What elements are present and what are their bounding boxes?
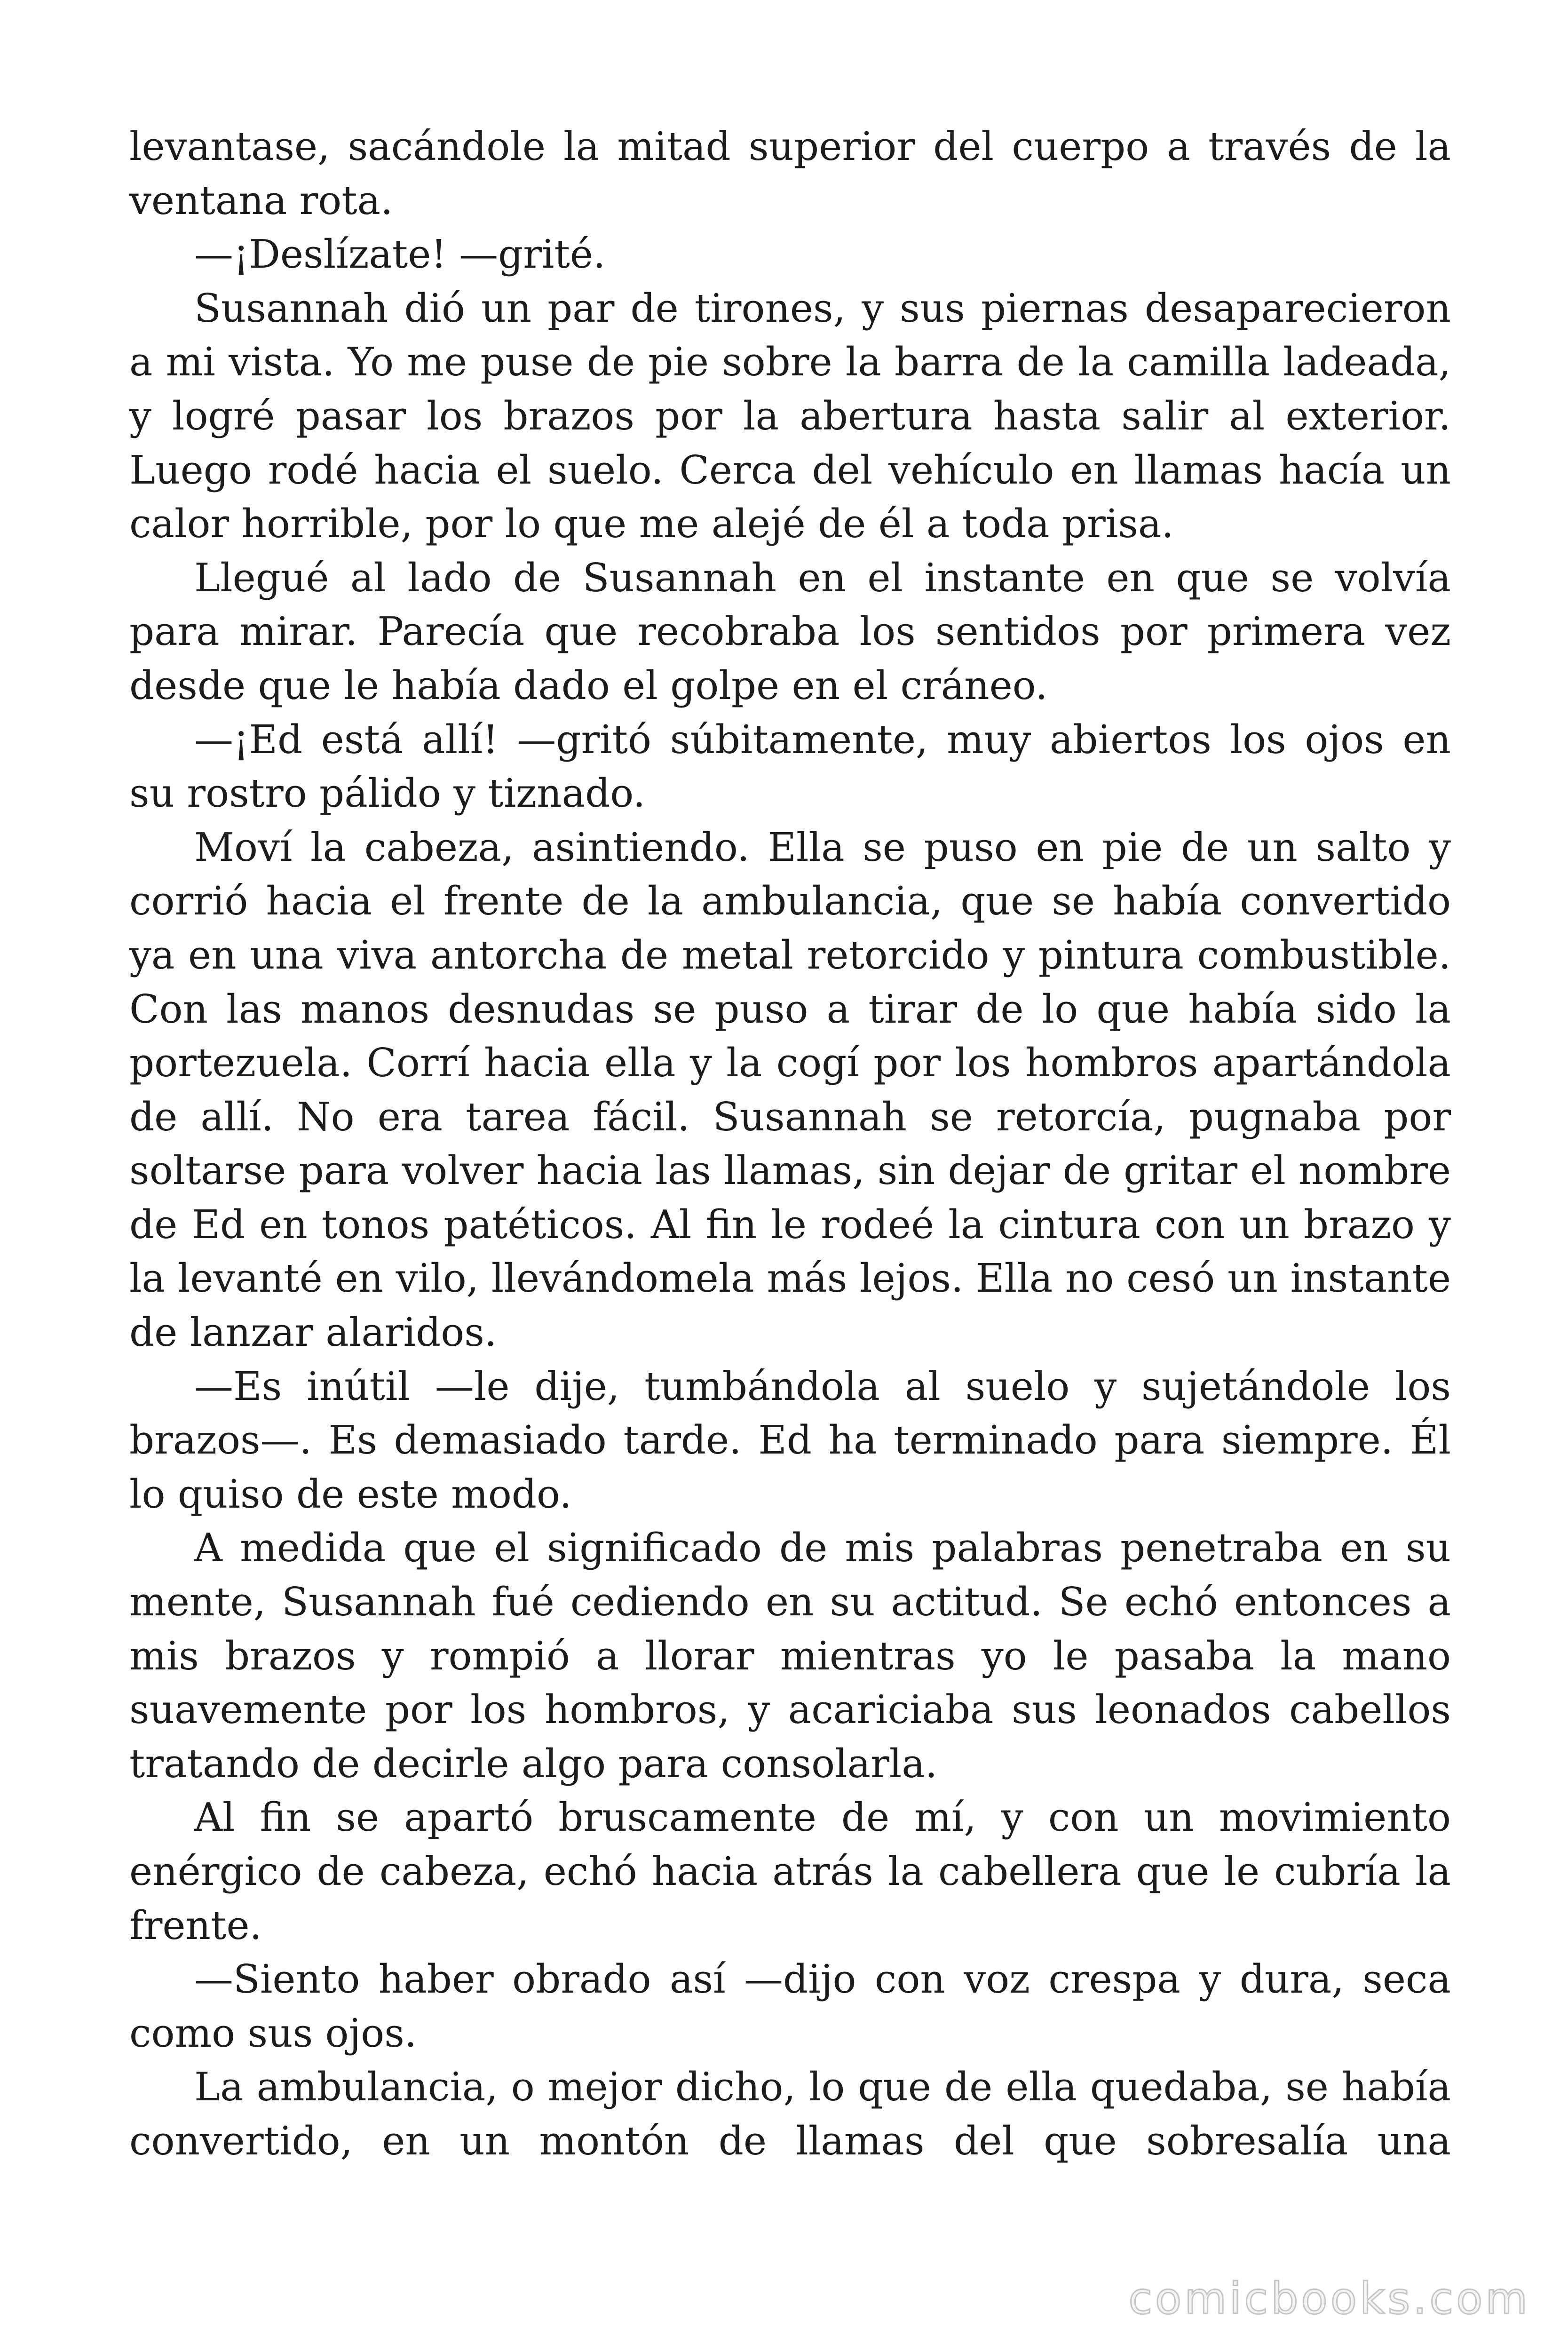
paragraph-dialogue: —Siento haber obrado así —dijo con voz crespa y dura, seca como sus ojos. [129,1956,1451,2056]
paragraph-dialogue: —¡Deslízate! —grité. [194,231,606,278]
paragraph: Llegué al lado de Susannah en el instante en que se volvía para mirar. Parecía que recobraba los sentidos por primera vez desde que le había dado el golpe en el cráneo. [129,555,1451,708]
paragraph: Susannah dió un par de tirones, y sus piernas desaparecieron a mi vista. Yo me puse de pie sobre la barra de la camilla ladeada, y logré pasar los brazos por la abertura hasta salir al exterior. Luego rodé hacia el suelo. Cerca del vehículo en llamas hacía un calor horrible, por lo que me alejé de él a toda prisa. [129,285,1451,547]
watermark-logo: comicbooks.com [1128,2273,1530,2324]
paragraph: Moví la cabeza, asintiendo. Ella se puso en pie de un salto y corrió hacia el frente de la ambulancia, que se había convertido ya en una viva antorcha de metal retorcido y pintura combustible. Con las manos desnudas se puso a tirar de lo que había sido la portezuela. Corrí hacia ella y la cogí por los hombros apartándola de allí. No era tarea fácil. Susannah se retorcía, pugnaba por soltarse para volver hacia las llamas, sin dejar de gritar el nombre de Ed en tonos patéticos. Al fin le rodeé la cintura con un brazo y la levanté en vilo, llevándomela más lejos. Ella no cesó un instante de lanzar alaridos. [129,824,1451,1356]
paragraph: Al fin se apartó bruscamente de mí, y con un movimiento enérgico de cabeza, echó hacia atrás la cabellera que le cubría la frente. [129,1795,1451,1948]
book-page-text [129,120,1451,2169]
paragraph-dialogue: —Es inútil —le dije, tumbándola al suelo y sujetándole los brazos—. Es demasiado tarde. Ed ha terminado para siempre. Él lo quiso de este modo. [129,1363,1451,1517]
paragraph-continuation: levantase, sacándole la mitad superior del cuerpo a través de la ventana rota. [129,124,1451,223]
paragraph-continues: La ambulancia, o mejor dicho, lo que de ella quedaba, se había convertido, en un montón de llamas del que sobresalía una [129,2064,1451,2164]
paragraph-dialogue: —¡Ed está allí! —gritó súbitamente, muy abiertos los ojos en su rostro pálido y tiznado. [129,716,1451,817]
paragraph: A medida que el significado de mis palabras penetraba en su mente, Susannah fué cediendo en su actitud. Se echó entonces a mis brazos y rompió a llorar mientras yo le pasaba la mano suavemente por los hombros, y acariciaba sus leonados cabellos tratando de decirle algo para consolarla. [129,1525,1451,1787]
